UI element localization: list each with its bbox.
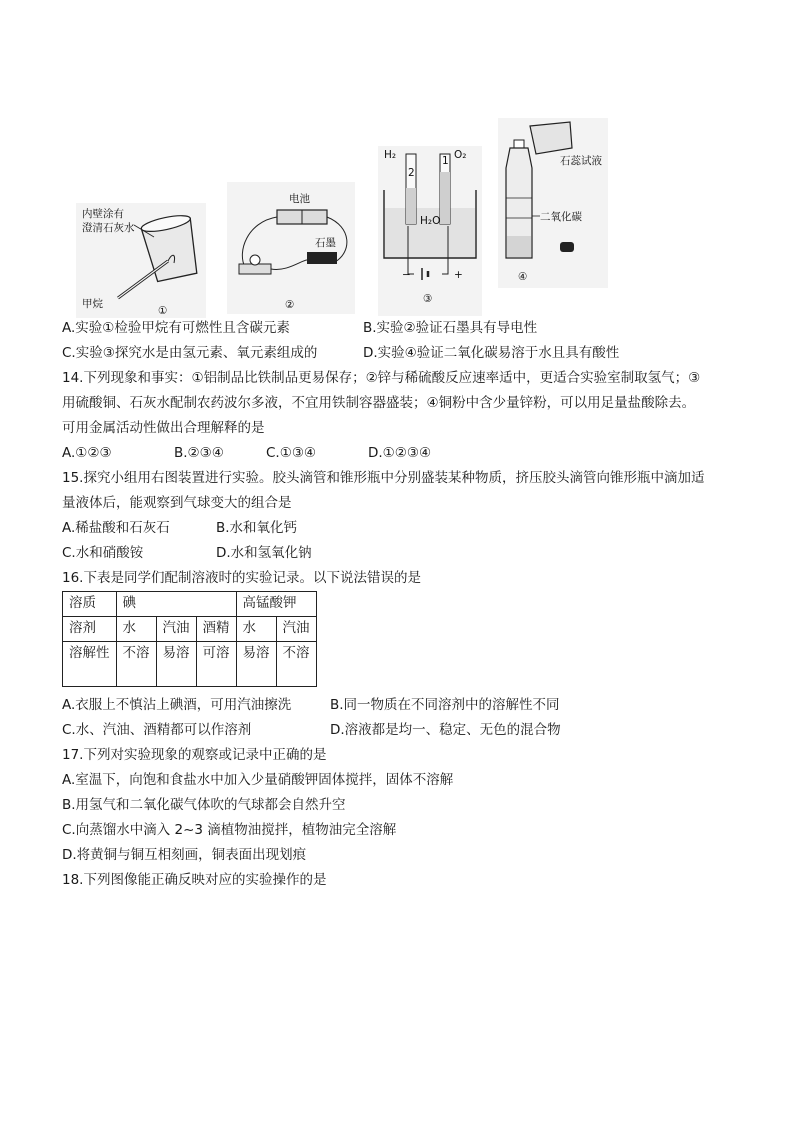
figure-1-methane-beaker — [76, 203, 206, 318]
fig3-marker: ③ — [423, 293, 433, 305]
q15-stem-line2: 量液体后，能观察到气球变大的组合是 — [62, 495, 292, 511]
fig3-minus-label: − — [402, 269, 411, 281]
table-cell: 可溶 — [196, 642, 236, 687]
table-cell: 不溶 — [276, 642, 316, 687]
q17-option-a: A.室温下，向饱和食盐水中加入少量硝酸钾固体搅拌，固体不溶解 — [62, 772, 454, 788]
q14-stem-line2: 用硫酸铜、石灰水配制农药波尔多液，不宜用铁制容器盛装；④铜粉中含少量锌粉，可以用足量盐酸除去。 — [62, 395, 696, 411]
fig3-water-label: H₂O — [420, 215, 441, 227]
fig2-marker: ② — [285, 299, 295, 311]
q14-stem-line3: 可用金属活动性做出合理解释的是 — [62, 420, 265, 436]
q17-option-c: C.向蒸馏水中滴入 2~3 滴植物油搅拌，植物油完全溶解 — [62, 822, 397, 838]
fig3-tube-left-number: 2 — [408, 167, 415, 179]
table-row — [63, 592, 317, 617]
q15-stem-line1: 15.探究小组用右图装置进行实验。胶头滴管和锥形瓶中分别盛装某种物质，挤压胶头滴管向锥形瓶中滴加适 — [62, 470, 705, 486]
q17-option-b: B.用氢气和二氧化碳气体吹的气球都会自然升空 — [62, 797, 346, 813]
figure-4-co2-bottle — [498, 118, 608, 288]
solubility-table — [62, 591, 317, 687]
fig2-graphite-label: 石墨 — [315, 237, 336, 249]
q15-option-c: C.水和硝酸铵 — [62, 545, 144, 561]
table-cell: 溶质 — [63, 592, 117, 617]
figure-3-water-electrolysis — [378, 146, 482, 316]
q17-option-d: D.将黄铜与铜互相刻画，铜表面出现划痕 — [62, 847, 307, 863]
table-cell: 溶解性 — [63, 642, 117, 687]
fig4-co2-label: 二氧化碳 — [540, 211, 582, 223]
q15-option-b: B.水和氧化钙 — [216, 520, 298, 536]
q16-stem: 16.下表是同学们配制溶液时的实验记录。以下说法错误的是 — [62, 570, 421, 586]
table-cell: 汽油 — [276, 617, 316, 642]
fig1-gas-label: 甲烷 — [82, 298, 103, 310]
fig1-marker: ① — [158, 305, 168, 317]
q16-option-d: D.溶液都是均一、稳定、无色的混合物 — [330, 722, 561, 738]
table-row — [63, 617, 317, 642]
q16-option-c: C.水、汽油、酒精都可以作溶剂 — [62, 722, 252, 738]
table-cell: 易溶 — [236, 642, 276, 687]
fig3-h2-label: H₂ — [384, 149, 397, 161]
fig1-wall-label-line2: 澄清石灰水 — [82, 222, 135, 234]
fig1-wall-label-line1: 内壁涂有 — [82, 208, 124, 220]
q17-stem: 17.下列对实验现象的观察或记录中正确的是 — [62, 747, 327, 763]
q13-option-c: C.实验③探究水是由氢元素、氧元素组成的 — [62, 345, 318, 361]
q14-option-b: B.②③④ — [174, 445, 224, 461]
table-cell: 溶剂 — [63, 617, 117, 642]
fig3-o2-label: O₂ — [454, 149, 467, 161]
table-cell: 水 — [116, 617, 156, 642]
figure-2-graphite-circuit — [227, 182, 355, 314]
table-cell: 不溶 — [116, 642, 156, 687]
fig4-litmus-label: 石蕊试液 — [560, 155, 602, 167]
table-cell: 酒精 — [196, 617, 236, 642]
q14-option-d: D.①②③④ — [368, 445, 432, 461]
q16-option-a: A.衣服上不慎沾上碘酒，可用汽油擦洗 — [62, 697, 292, 713]
experiment-figures — [62, 118, 622, 318]
fig2-battery-label: 电池 — [289, 193, 310, 205]
q15-option-a: A.稀盐酸和石灰石 — [62, 520, 170, 536]
table-cell: 易溶 — [156, 642, 196, 687]
table-cell: 碘 — [116, 592, 236, 617]
q14-option-a: A.①②③ — [62, 445, 112, 461]
fig4-marker: ④ — [518, 271, 528, 283]
fig3-plus-label: + — [454, 269, 463, 281]
fig3-tube-right-number: 1 — [442, 155, 449, 167]
table-cell: 高锰酸钾 — [236, 592, 316, 617]
q15-option-d: D.水和氢氧化钠 — [216, 545, 312, 561]
q13-option-b: B.实验②验证石墨具有导电性 — [363, 320, 538, 336]
table-row — [63, 642, 317, 687]
table-cell: 汽油 — [156, 617, 196, 642]
q18-stem: 18.下列图像能正确反映对应的实验操作的是 — [62, 872, 327, 888]
q13-option-a: A.实验①检验甲烷有可燃性且含碳元素 — [62, 320, 290, 336]
q14-stem-line1: 14.下列现象和事实：①铝制品比铁制品更易保存；②锌与稀硫酸反应速率适中，更适合实验室制取氢气；③ — [62, 370, 701, 386]
q13-option-d: D.实验④验证二氧化碳易溶于水且具有酸性 — [363, 345, 620, 361]
table-cell: 水 — [236, 617, 276, 642]
q14-option-c: C.①③④ — [266, 445, 317, 461]
q16-option-b: B.同一物质在不同溶剂中的溶解性不同 — [330, 697, 560, 713]
